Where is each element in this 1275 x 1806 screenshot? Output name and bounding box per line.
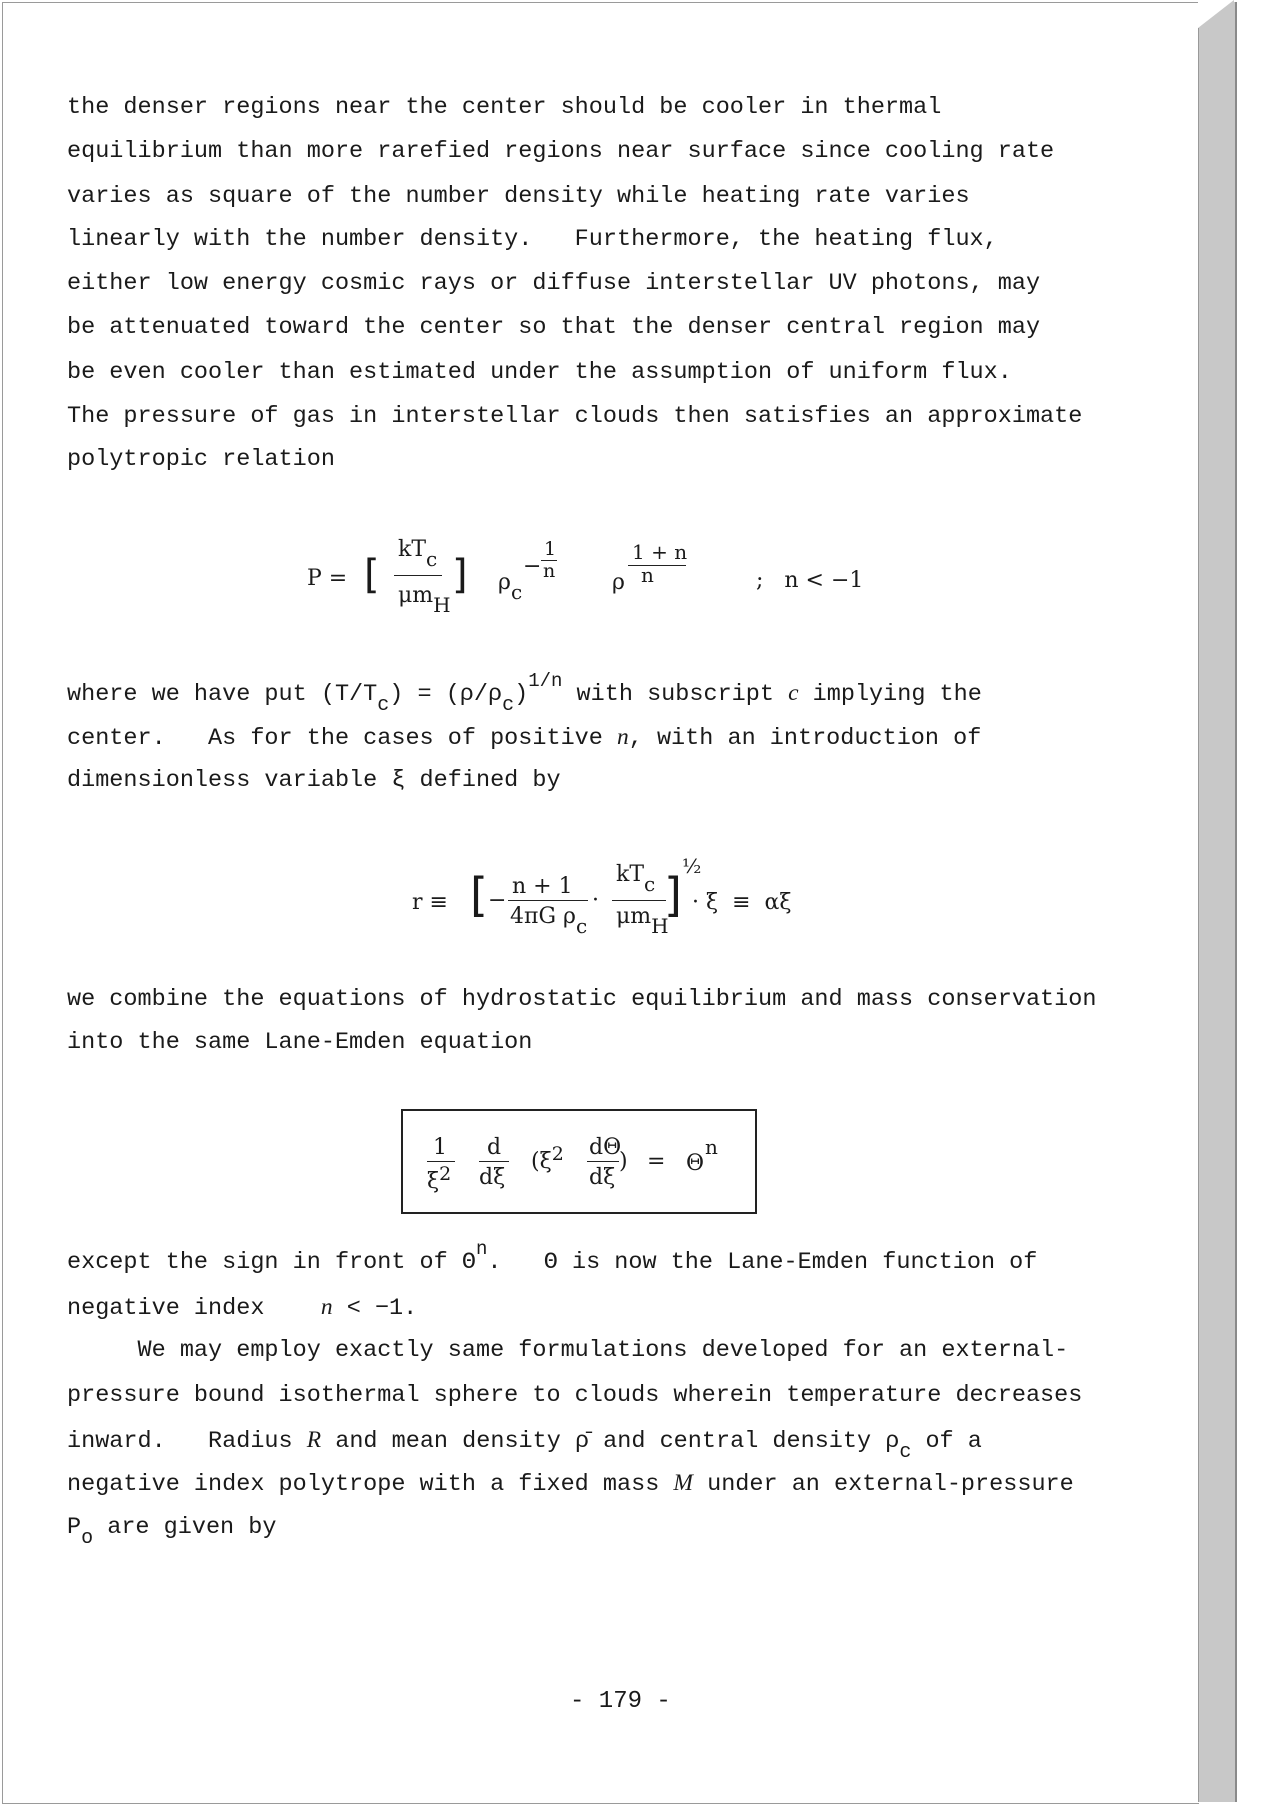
text-line: into the same Lane-Emden equation: [67, 1029, 533, 1056]
num: kT: [616, 862, 645, 887]
den-sub: H: [433, 593, 451, 617]
t: n: [617, 724, 629, 750]
text-line: varies as square of the number density while heating rate varies: [67, 183, 970, 210]
num: d: [487, 1135, 502, 1160]
fraction-bar: [394, 575, 442, 576]
den: dξ: [589, 1165, 616, 1190]
lane-emden-equation-box: [401, 1109, 757, 1214]
t: R: [306, 1427, 322, 1453]
paren-close: ): [619, 1149, 628, 1174]
t: negative index polytrope with a fixed mass: [67, 1471, 674, 1498]
exponent-den: n: [543, 560, 556, 582]
t: ρ̄: [574, 1428, 590, 1455]
bracket-left: [: [364, 552, 380, 598]
t: ): [514, 681, 529, 708]
text-line: [67, 723, 981, 753]
text-line: pressure bound isothermal sphere to clouds wherein temperature decreases: [67, 1382, 1083, 1409]
t: and central density ρ: [589, 1428, 900, 1455]
text-line: [67, 1514, 277, 1550]
text-line: the denser regions near the center should be cooler in thermal: [67, 94, 942, 121]
num: n + 1: [512, 874, 573, 899]
den: dξ: [479, 1165, 506, 1190]
minus: −: [488, 888, 507, 913]
eq-lhs: r ≡: [412, 890, 448, 915]
eq-den: [398, 583, 451, 617]
den: μm: [616, 904, 652, 929]
num: 1: [433, 1135, 447, 1160]
text-line: linearly with the number density. Furthermore, the heating flux,: [67, 226, 998, 253]
theta-sup: n: [705, 1135, 718, 1159]
t: where we have put (T/T: [67, 681, 378, 708]
den-sub: H: [651, 914, 669, 938]
den-sub: c: [575, 914, 588, 938]
exponent-num: 1 + n: [632, 540, 688, 564]
equals: =: [647, 1149, 666, 1174]
t: 1/n: [528, 670, 563, 692]
bracket-right: ]: [452, 552, 468, 598]
t: negative index: [67, 1295, 321, 1322]
text-line: The pressure of gas in interstellar clouds then satisfies an approximate: [67, 403, 1083, 430]
paren-open: [531, 1143, 564, 1174]
t: and mean density: [321, 1428, 575, 1455]
t: implying the: [798, 681, 982, 708]
t: ) = (ρ/ρ: [389, 681, 503, 708]
fraction-bar: [427, 1161, 455, 1162]
t: c: [502, 694, 515, 717]
num-sub: c: [644, 872, 656, 896]
t: are given by: [93, 1514, 277, 1541]
text-line: dimensionless variable ξ defined by: [67, 767, 561, 794]
eq-rhs: · ξ ≡ αξ: [692, 890, 792, 915]
text-line: equilibrium than more rarefied regions near surface since cooling rate: [67, 138, 1055, 165]
bracket-left: [: [470, 868, 488, 922]
theta: Θ: [686, 1151, 705, 1176]
fraction-bar: [628, 565, 686, 566]
fraction-bar: [508, 900, 588, 901]
exponent-sign: −: [523, 554, 542, 579]
text-line: either low energy cosmic rays or diffuse interstellar UV photons, may: [67, 270, 1041, 297]
exponent: ½: [682, 854, 702, 878]
text-line: [67, 1238, 1038, 1277]
t: < −1.: [332, 1295, 418, 1322]
rho-sub: c: [510, 580, 523, 604]
text-line: [67, 1469, 1074, 1499]
t: c: [377, 694, 390, 717]
t: M: [673, 1470, 693, 1496]
rho: ρ: [498, 570, 511, 595]
t: o: [81, 1527, 94, 1550]
den-sup: 2: [439, 1163, 452, 1185]
num: [616, 862, 656, 896]
t: c: [788, 680, 799, 706]
bracket-right: ]: [664, 868, 682, 922]
fraction-bar: [587, 1161, 619, 1162]
t: (ξ: [531, 1149, 552, 1174]
exponent-num: 1: [544, 538, 557, 560]
page-corner: [1198, 0, 1234, 28]
den: [510, 904, 588, 938]
text-line: be even cooler than estimated under the assumption of uniform flux.: [67, 359, 1012, 386]
condition: ; n < −1: [756, 568, 864, 593]
rho-c: [498, 570, 523, 604]
fraction-bar: [612, 900, 666, 901]
t: , with an introduction of: [628, 725, 982, 752]
t: P: [67, 1514, 82, 1541]
rho: ρ: [612, 570, 625, 595]
eq-lhs: P =: [307, 566, 348, 591]
t: n: [320, 1294, 333, 1320]
text-line: [67, 1293, 417, 1323]
t: center. As for the cases of positive: [67, 725, 617, 752]
text-line: be attenuated toward the center so that the denser central region may: [67, 314, 1041, 341]
page-edge: [1198, 2, 1237, 1802]
dot: ·: [592, 888, 599, 913]
exponent-den: n: [641, 563, 654, 587]
fraction-bar: [479, 1161, 509, 1162]
t: n: [475, 1238, 488, 1260]
t: . Θ is now the Lane-Emden function of: [487, 1249, 1038, 1276]
t: c: [899, 1441, 912, 1464]
text-line: [67, 1426, 982, 1464]
text-line: [67, 670, 982, 717]
den: [427, 1163, 452, 1194]
t: except the sign in front of Θ: [67, 1249, 476, 1276]
text-line: polytropic relation: [67, 446, 335, 473]
num: dΘ: [589, 1135, 622, 1160]
den: μm: [398, 583, 434, 608]
t: under an external-pressure: [692, 1471, 1074, 1498]
num: kT: [398, 537, 427, 562]
text-line: We may employ exactly same formulations developed for an external-: [67, 1337, 1069, 1364]
den: 4πG ρ: [510, 904, 576, 929]
t: 2: [551, 1143, 564, 1165]
t: of a: [911, 1428, 982, 1455]
den: [616, 904, 669, 938]
den: ξ: [427, 1169, 440, 1194]
t: inward. Radius: [67, 1428, 307, 1455]
eq-num: [398, 537, 438, 571]
num-sub: c: [426, 547, 438, 571]
t: with subscript: [562, 681, 789, 708]
page-number: - 179 -: [570, 1688, 671, 1715]
text-line: we combine the equations of hydrostatic equilibrium and mass conservation: [67, 986, 1097, 1013]
